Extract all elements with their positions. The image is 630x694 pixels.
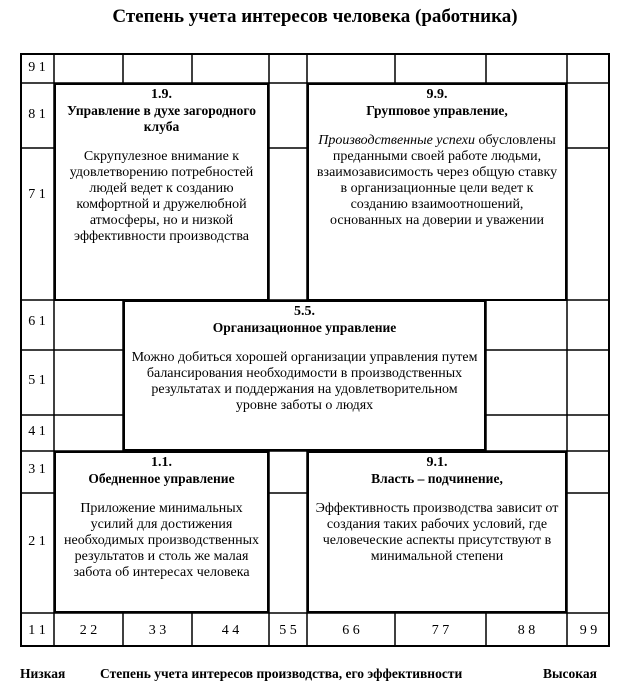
box-5-5-description: Можно добиться хорошей организации управления путем балансирования необходимости в производственных результатах и поддержания на удовлетворительном уровне заботы о людях: [131, 350, 478, 413]
x-label-22: 2 2: [79, 623, 98, 638]
box-5-5-heading: Организационное управление: [212, 320, 397, 335]
x-label-77: 7 7: [431, 623, 450, 638]
box-9-9-number: 9.9.: [426, 87, 448, 102]
diagram-title: Степень учета интересов человека (работника): [112, 6, 518, 27]
box-1-9-country-club: [54, 83, 269, 301]
box-1-1-number: 1.1.: [151, 455, 172, 470]
footer-axis-title: Степень учета интересов производства, его эффективности: [100, 666, 463, 681]
y-label-91: 9 1: [28, 60, 46, 75]
box-9-9-description-wrap: [309, 133, 565, 229]
footer-high-label: Высокая: [543, 666, 597, 681]
box-1-1-impoverished-management: [54, 451, 269, 613]
box-9-1-description: Эффективность производства зависит от создания таких рабочих условий, где человеческие аспекты присутствуют в минимальной степени: [315, 501, 559, 564]
y-label-11: 1 1: [28, 623, 46, 638]
y-label-31: 3 1: [28, 462, 46, 477]
y-label-21: 2 1: [28, 534, 46, 549]
x-label-33: 3 3: [148, 623, 167, 638]
box-1-1-heading: Обедненное управление: [88, 471, 235, 486]
box-5-5-organization-management: [123, 300, 486, 451]
box-9-9-description-italic: Производственные успехи: [318, 133, 475, 148]
x-label-66: 6 6: [342, 623, 360, 638]
box-1-9-description: Скрупулезное внимание к удовлетворению потребностей людей ведет к созданию комфортной и дружелюбной атмосферы, но и низкой эффективности производства: [69, 149, 254, 244]
x-label-55: 5 5: [279, 623, 297, 638]
box-1-9-heading: Управление в духе загородного клуба: [67, 103, 256, 134]
box-9-9-team-management: [307, 83, 567, 301]
box-9-1-authority-compliance: [307, 451, 567, 613]
box-1-1-description: Приложение минимальных усилий для достижения необходимых производственных результатов и столь же малая забота об интересах человека: [64, 501, 259, 580]
y-label-81: 8 1: [28, 107, 46, 122]
box-1-9-number: 1.9.: [151, 87, 172, 102]
x-label-44: 4 4: [221, 623, 240, 638]
box-5-5-number: 5.5.: [294, 304, 315, 319]
y-label-71: 7 1: [28, 187, 46, 202]
managerial-grid: [20, 53, 610, 647]
box-9-9-description: обусловлены преданными своей работе людьми, взаимозависимость через общую ставку в организационные цели ведет к созданию взаимоотношений, основанных на доверии и уважении: [316, 133, 558, 228]
x-label-99: 9 9: [579, 623, 598, 638]
x-label-88: 8 8: [517, 623, 536, 638]
box-9-1-heading: Власть – подчинение,: [371, 471, 503, 486]
y-label-51: 5 1: [28, 373, 46, 388]
footer-low-label: Низкая: [20, 666, 66, 681]
box-9-9-heading: Групповое управление,: [366, 103, 508, 118]
y-label-61: 6 1: [28, 314, 46, 329]
y-label-41: 4 1: [28, 424, 46, 439]
box-9-1-number: 9.1.: [426, 455, 448, 470]
